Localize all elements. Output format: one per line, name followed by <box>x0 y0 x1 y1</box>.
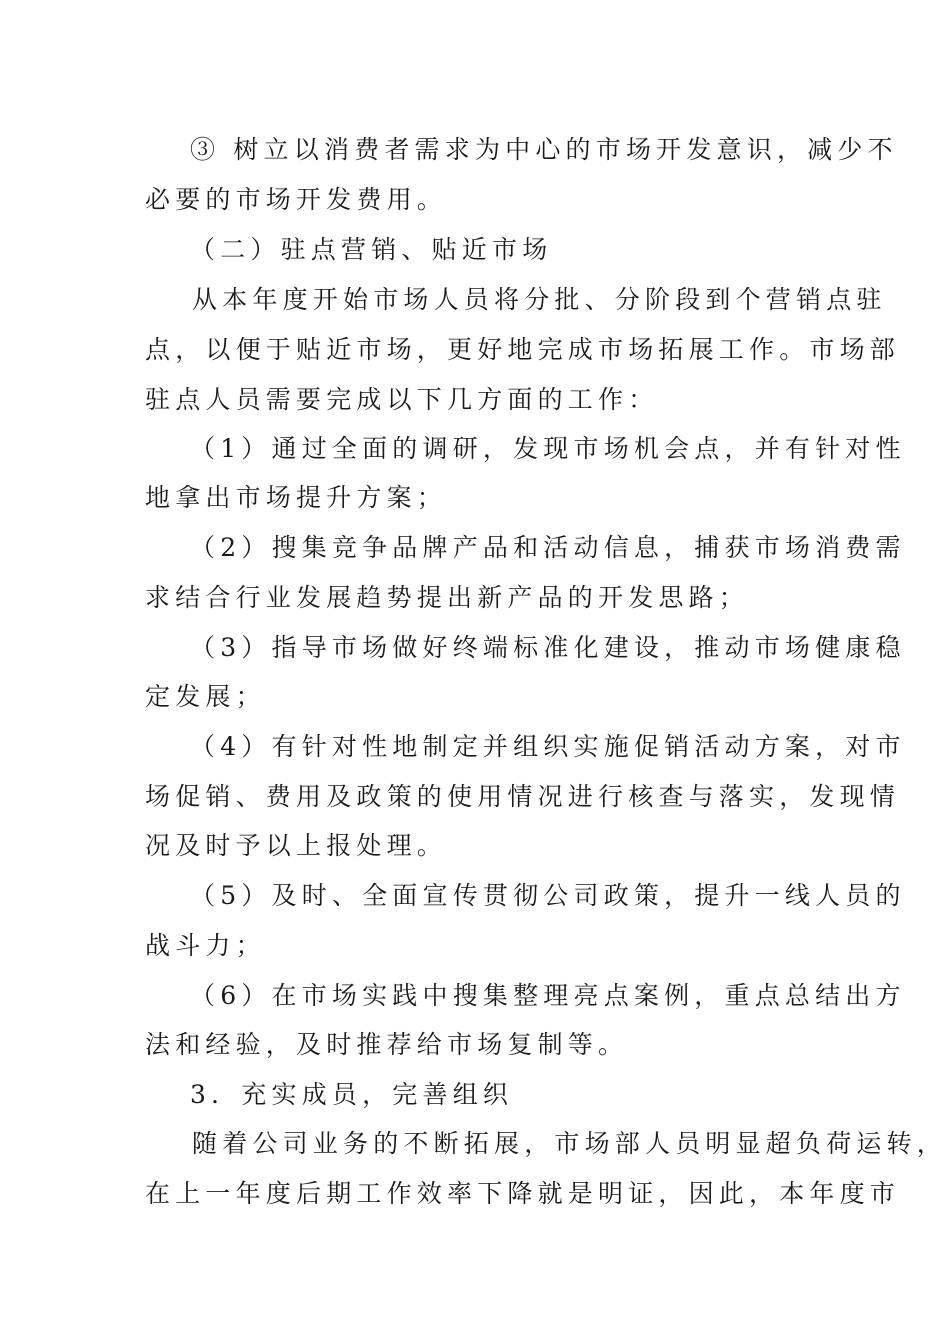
list-item-text: （6）在市场实践中搜集整理亮点案例，重点总结出方 <box>190 981 906 1010</box>
list-item-text: （2）搜集竞争品牌产品和活动信息，捕获市场消费需 <box>190 533 906 562</box>
list-item-text: （1）通过全面的调研，发现市场机会点，并有针对性 <box>190 434 906 463</box>
text-line: 必要的市场开发费用。 <box>145 185 448 214</box>
text-line: 求结合行业发展趋势提出新产品的开发思路； <box>145 583 750 612</box>
text-line: 随着公司业务的不断拓展，市场部人员明显超负荷运转， <box>192 1129 948 1158</box>
text-line: 场促销、费用及政策的使用情况进行核查与落实，发现情 <box>145 782 901 811</box>
text-line: 从本年度开始市场人员将分批、分阶段到个营销点驻 <box>192 285 887 314</box>
text-line: 地拿出市场提升方案； <box>145 483 448 512</box>
text-line: 点，以便于贴近市场，更好地完成市场拓展工作。市场部 <box>145 335 901 364</box>
text-line: 驻点人员需要完成以下几方面的工作： <box>145 385 659 414</box>
list-item-text: （4）有针对性地制定并组织实施促销活动方案，对市 <box>190 732 906 761</box>
list-item-text: （5）及时、全面宣传贯彻公司政策，提升一线人员的 <box>190 881 906 910</box>
text-line: 法和经验，及时推荐给市场复制等。 <box>145 1030 629 1059</box>
text-line: 定发展； <box>145 682 266 711</box>
text-line: 在上一年度后期工作效率下降就是明证，因此，本年度市 <box>145 1179 901 1208</box>
list-item-text: （3）指导市场做好终端标准化建设，推动市场健康稳 <box>190 633 906 662</box>
section-heading: 3．充实成员，完善组织 <box>190 1080 514 1109</box>
text-line: 战斗力； <box>145 931 266 960</box>
section-heading: （二）驻点营销、贴近市场 <box>190 235 553 264</box>
text-line: 况及时予以上报处理。 <box>145 831 448 860</box>
text-line: ③ 树立以消费者需求为中心的市场开发意识，减少不 <box>190 135 898 164</box>
